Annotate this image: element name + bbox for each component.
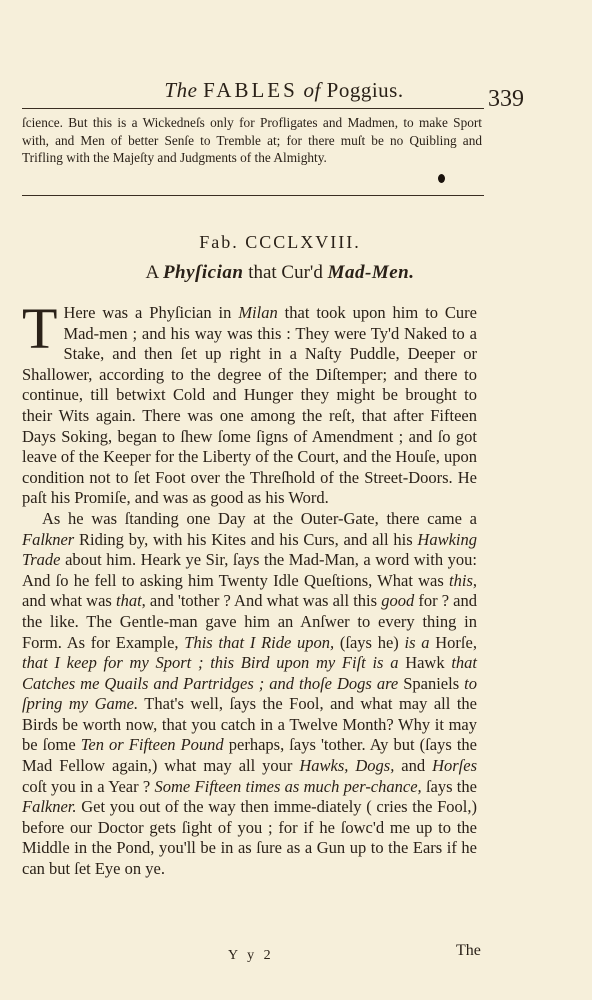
paragraph-1 xyxy=(22,296,477,509)
fable-body xyxy=(22,296,478,880)
signature-mark: Y y 2 xyxy=(228,948,274,963)
fable-title xyxy=(60,262,500,284)
italic-run: that xyxy=(115,591,142,611)
italic-run: to ſpring my Game. xyxy=(22,673,477,714)
running-head xyxy=(104,78,464,103)
italic-run: Milan xyxy=(238,303,278,322)
italic-run: Ten or Fifteen Pound xyxy=(80,735,224,755)
text-run: , and 'tother ? And what was all this xyxy=(141,591,382,611)
text-run: Riding by, with his Kites and his Curs, and all his xyxy=(74,529,418,549)
italic-run: that Catches me Quails and Partridges ; and thoſe Dogs are xyxy=(22,653,477,693)
header-rule xyxy=(22,108,484,109)
catchword: The xyxy=(456,942,481,959)
fable-number: Fab. CCCLXVIII. xyxy=(199,232,361,252)
continued-paragraph: ſcience. But this is a Wickedneſs only for Profligates and Madmen, to make Sport with, and Men of better Senſe to Tremble at; for there muſt be no Quibling and Trifling with the Majeſty and Judgments of the Almighty. xyxy=(22,115,482,165)
text-run: As he was ſtanding one Day at the Outer-Gate, there came a xyxy=(42,508,477,528)
italic-run: This that I Ride upon, xyxy=(184,632,335,652)
text-run: That's well, ſays the Fool, and what may all the Birds be worth now, that you catch in a Twelve Month? Why it may be ſome xyxy=(22,694,477,755)
ink-blot xyxy=(438,174,445,183)
text-run: that took upon him to Cure Mad-men ; and his way was this : They were Ty'd Naked to a Stake, and then ſet up right in a Naſty Puddle, Deeper or Shallower, according to the degree of the Diſtemper; and there to continue, till betwixt Cold and Hunger they might be brought to their Wits again. There was one among the reſt, that after Fifteen Days Soking, began to ſhew ſome ſigns of Amendment ; and ſo got leave of the Keeper for the Liberty of the Court, and the Houſe, upon condition not to ſet Foot over the Threſhold of the Street-Doors. He paſt his Promiſe, and was as good as his Word. xyxy=(22,303,477,508)
italic-run: is a xyxy=(404,632,430,652)
text-run: for ? and the like. The Gentle-man gave him an Anſwer to every thing in Form. As for Example, xyxy=(22,591,478,652)
italic-run: good xyxy=(381,591,415,611)
text-run: Here was a Phyſician in xyxy=(63,303,239,322)
text-run: Get you out of the way then imme-diately ( cries the Fool,) before our Doctor gets ſight of you ; for if he ſowc'd me up to the Middle in the Pond, you'll be in as ſure as a Gun up to the Ears if he can but ſet Eye on ye. xyxy=(22,797,477,879)
fable-title-a: A xyxy=(145,262,159,283)
running-head-the: The xyxy=(164,78,198,102)
drop-cap: T xyxy=(22,296,58,361)
text-run: coſt you in a Year ? xyxy=(22,776,155,796)
fable-title-madmen: Mad-Men. xyxy=(327,262,415,283)
paragraph-2 xyxy=(22,509,477,880)
text-run: , and what was xyxy=(22,570,477,611)
running-head-of: of xyxy=(303,78,321,102)
italic-run: Falkner. xyxy=(22,797,77,817)
running-head-fables: FABLES xyxy=(203,78,298,102)
fable-title-physician: Phyſician xyxy=(162,262,244,283)
text-run: ſays the xyxy=(421,776,477,796)
italic-run: Some Fifteen times as much per-chance, xyxy=(154,776,422,796)
text-run: Horſe, xyxy=(429,632,477,652)
text-run: about him. Heark ye Sir, ſays the Mad-Man, a word with you: And ſo he fell to asking him Twenty Idle Queſtions, What was xyxy=(22,550,477,590)
page-number: 339 xyxy=(488,86,524,112)
italic-run: Hawks, Dogs, xyxy=(299,756,395,776)
text-run: (ſays he) xyxy=(334,632,405,652)
text-run: perhaps, ſays 'tother. Ay but (ſays the Mad Fellow again,) what may all your xyxy=(22,735,477,776)
text-run: and xyxy=(394,756,433,776)
italic-run: Falkner xyxy=(22,529,75,549)
text-run: Spaniels xyxy=(398,673,465,693)
running-head-author: Poggius. xyxy=(326,78,404,102)
text-run: Hawk xyxy=(398,653,452,673)
italic-run: Hawking Trade xyxy=(22,529,477,570)
italic-run: that I keep for my Sport ; this Bird upon my Fiſt is a xyxy=(22,653,399,673)
section-rule xyxy=(22,195,484,196)
fable-title-mid: that Cur'd xyxy=(248,262,323,283)
italic-run: Horſes xyxy=(432,756,477,776)
italic-run: this xyxy=(449,570,473,590)
